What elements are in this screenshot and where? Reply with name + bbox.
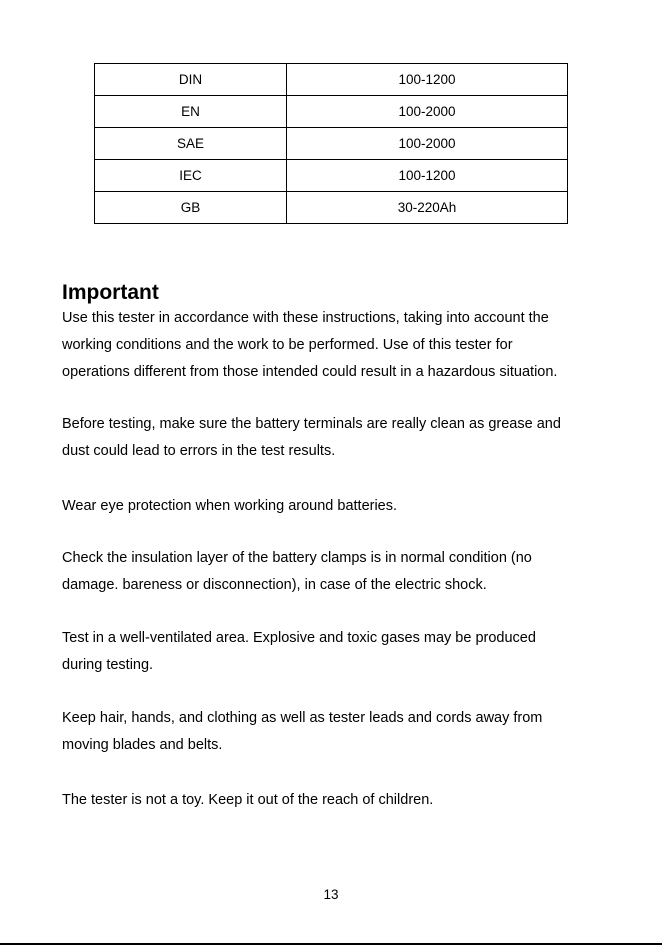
- standard-cell: GB: [95, 192, 287, 224]
- text-line: Test in a well-ventilated area. Explosive and toxic gases may be produced: [62, 630, 536, 646]
- table-row: [95, 160, 568, 192]
- important-heading: Important: [62, 281, 159, 304]
- text-line: dust could lead to errors in the test results.: [62, 443, 336, 459]
- footer-rule: [0, 943, 662, 945]
- table-row: [95, 128, 568, 160]
- ventilation-paragraph: [62, 625, 622, 679]
- text-line: Check the insulation layer of the battery clamps is in normal condition (no: [62, 550, 532, 566]
- text-line: Wear eye protection when working around batteries.: [62, 498, 398, 514]
- standard-cell: EN: [95, 96, 287, 128]
- text-line: during testing.: [62, 657, 154, 673]
- text-line: operations different from those intended could result in a hazardous situation.: [62, 364, 558, 380]
- children-safety-paragraph: [62, 787, 622, 814]
- text-line: working conditions and the work to be performed. Use of this tester for: [62, 337, 513, 353]
- usage-paragraph: [62, 305, 622, 386]
- battery-standard-table: [94, 63, 568, 224]
- moving-parts-paragraph: [62, 705, 622, 759]
- page-number: 13: [323, 887, 339, 902]
- table-row: [95, 192, 568, 224]
- text-line: damage. bareness or disconnection), in case of the electric shock.: [62, 577, 487, 593]
- table-row: [95, 96, 568, 128]
- text-line: The tester is not a toy. Keep it out of the reach of children.: [62, 792, 434, 808]
- table-row: [95, 64, 568, 96]
- text-line: Use this tester in accordance with these instructions, taking into account the: [62, 310, 549, 326]
- clamp-insulation-paragraph: [62, 545, 622, 599]
- terminal-cleaning-paragraph: [62, 411, 622, 465]
- range-cell: 100-1200: [287, 64, 568, 96]
- standard-cell: SAE: [95, 128, 287, 160]
- range-cell: 30-220Ah: [287, 192, 568, 224]
- standard-cell: IEC: [95, 160, 287, 192]
- range-cell: 100-2000: [287, 96, 568, 128]
- standard-cell: DIN: [95, 64, 287, 96]
- text-line: moving blades and belts.: [62, 737, 223, 753]
- range-cell: 100-2000: [287, 128, 568, 160]
- range-cell: 100-1200: [287, 160, 568, 192]
- text-line: Before testing, make sure the battery terminals are really clean as grease and: [62, 416, 561, 432]
- eye-protection-paragraph: [62, 493, 622, 520]
- text-line: Keep hair, hands, and clothing as well as tester leads and cords away from: [62, 710, 543, 726]
